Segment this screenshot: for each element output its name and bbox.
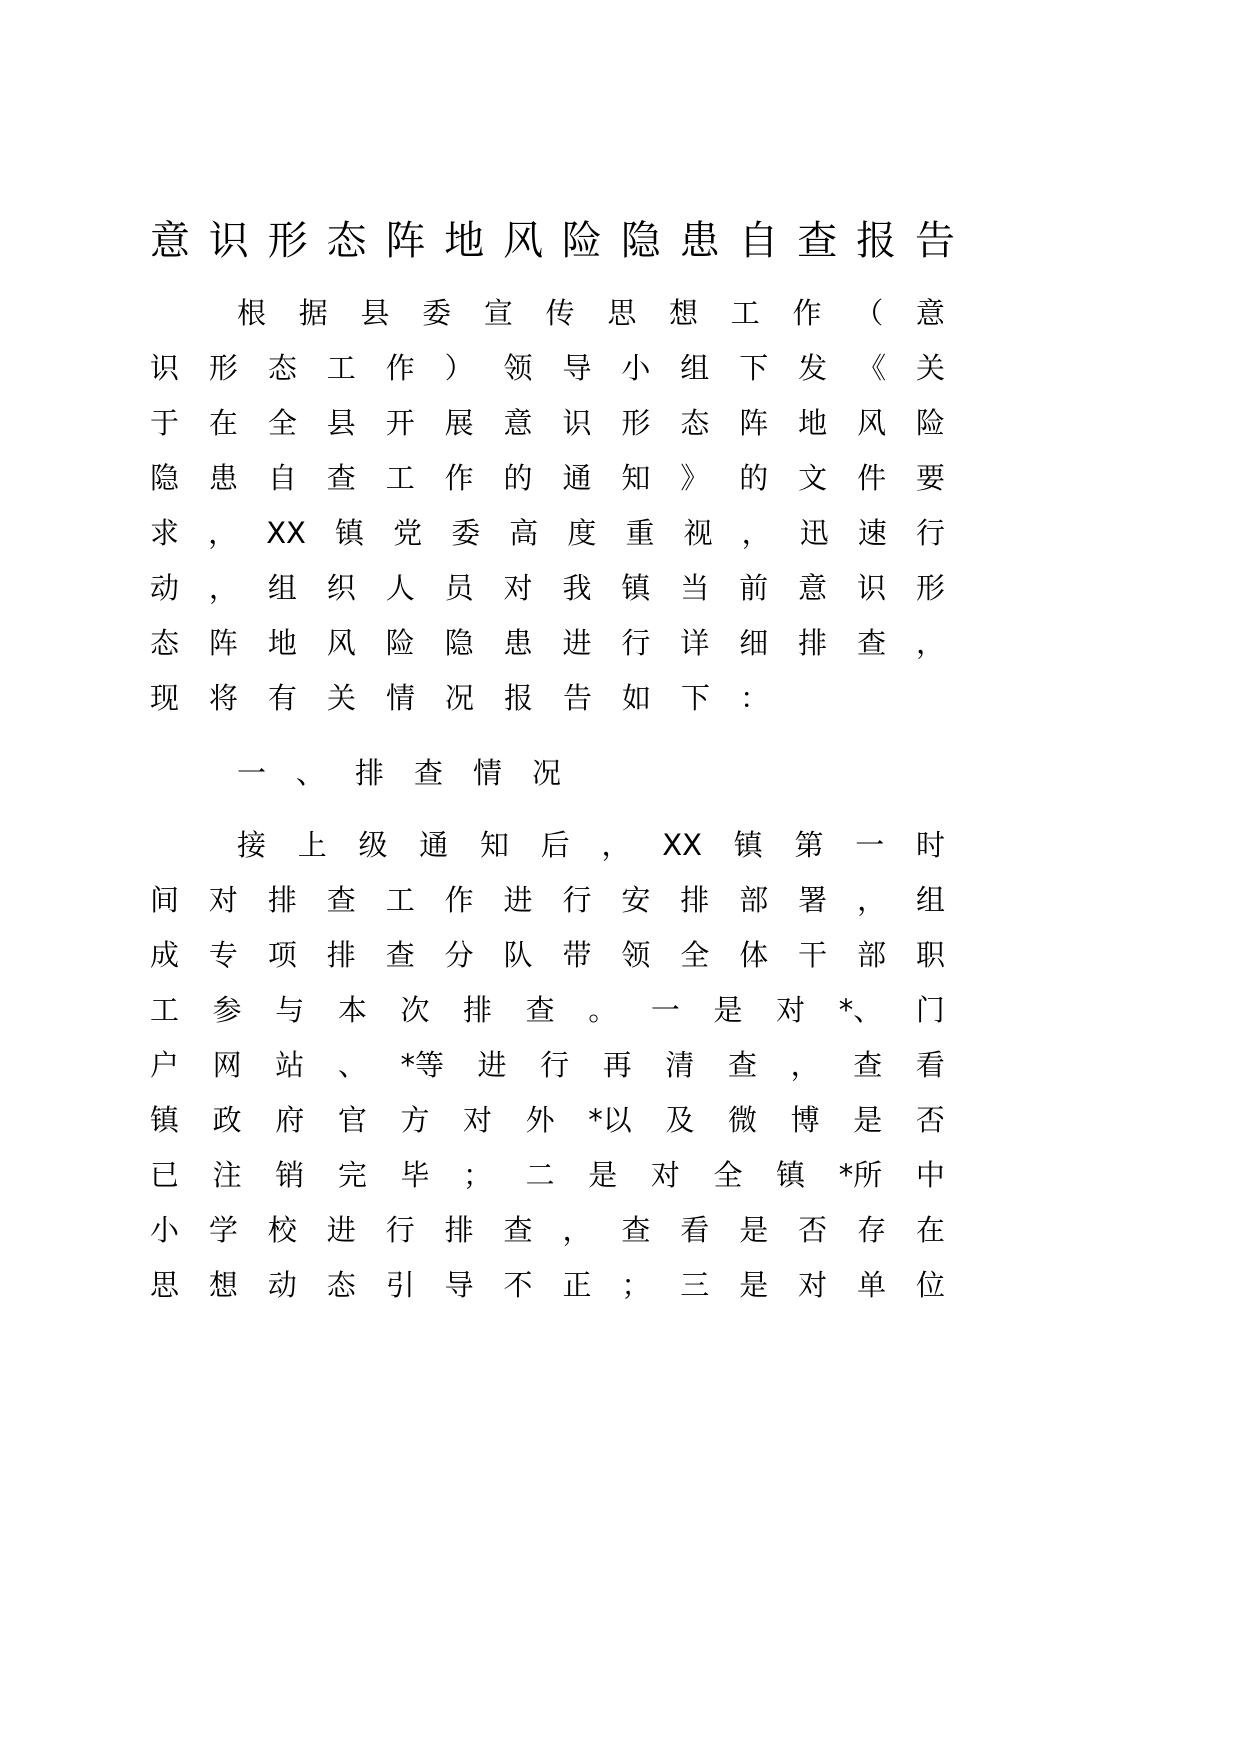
- paragraph-line: 户 网 站 、 *等 进 行 再 清 查 ， 查 看: [150, 1048, 945, 1082]
- paragraph-line: 镇 政 府 官 方 对 外 *以 及 微 博 是 否: [150, 1103, 945, 1137]
- paragraph-line: 小 学 校 进 行 排 查 ， 查 看 是 否 存 在: [150, 1213, 945, 1247]
- paragraph-line: 已 注 销 完 毕 ； 二 是 对 全 镇 *所 中: [150, 1158, 945, 1192]
- paragraph-line: 隐 患 自 查 工 作 的 通 知 》 的 文 件 要: [150, 461, 945, 495]
- paragraph-line: 接 上 级 通 知 后 ， XX 镇 第 一 时: [237, 828, 945, 862]
- paragraph-line: 思 想 动 态 引 导 不 正 ； 三 是 对 单 位: [150, 1268, 945, 1302]
- paragraph-line: 根 据 县 委 宣 传 思 想 工 作 （ 意: [237, 296, 945, 330]
- document-title: 意 识 形 态 阵 地 风 险 隐 患 自 查 报 告: [150, 218, 955, 264]
- paragraph-line: 工 参 与 本 次 排 查 。 一 是 对 *、 门: [150, 993, 945, 1027]
- paragraph-line: 动 ， 组 织 人 员 对 我 镇 当 前 意 识 形: [150, 571, 945, 605]
- paragraph-line: 求 ， XX 镇 党 委 高 度 重 视 ， 迅 速 行: [150, 516, 945, 550]
- paragraph-line: 现 将 有 关 情 况 报 告 如 下 ：: [150, 681, 770, 715]
- paragraph-line: 于 在 全 县 开 展 意 识 形 态 阵 地 风 险: [150, 406, 945, 440]
- paragraph-line: 态 阵 地 风 险 隐 患 进 行 详 细 排 查 ，: [150, 626, 945, 660]
- paragraph-line: 成 专 项 排 查 分 队 带 领 全 体 干 部 职: [150, 938, 945, 972]
- section-heading: 一 、 排 查 情 况: [237, 756, 562, 790]
- paragraph-line: 间 对 排 查 工 作 进 行 安 排 部 署 ， 组: [150, 883, 945, 917]
- paragraph-line: 识 形 态 工 作 ） 领 导 小 组 下 发 《 关: [150, 351, 945, 385]
